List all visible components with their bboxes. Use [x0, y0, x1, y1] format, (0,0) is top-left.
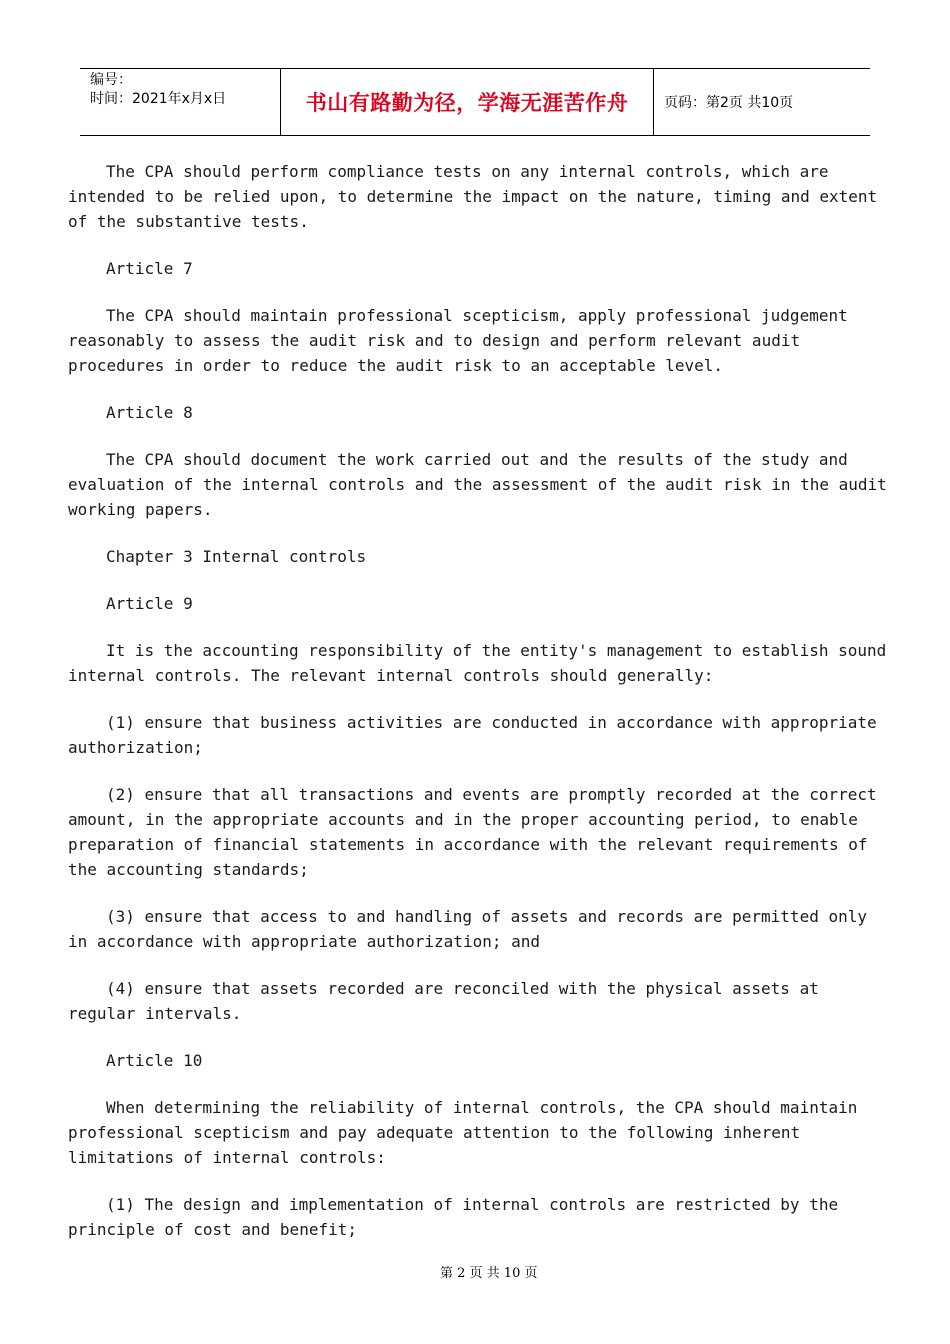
list-item: (1) ensure that business activities are conducted in accordance with appropriate authorization;	[68, 713, 877, 757]
list-item: (1) The design and implementation of internal controls are restricted by the principle of cost and benefit;	[68, 1195, 839, 1239]
chapter-heading: Chapter 3 Internal controls	[106, 547, 367, 566]
header-number: 编号：	[90, 72, 132, 88]
paragraph: It is the accounting responsibility of the entity's management to establish sound internal controls. The relevant internal controls should generally:	[68, 641, 887, 685]
header-meta	[80, 69, 281, 135]
article-heading: Article 10	[106, 1051, 203, 1070]
page-header	[80, 68, 870, 136]
paragraph: The CPA should perform compliance tests on any internal controls, which are intended to be relied upon, to determine the impact on the nature, timing and extent of the substantive tests.	[68, 162, 878, 231]
paragraph: The CPA should document the work carried out and the results of the study and evaluation of the internal controls and the assessment of the audit risk in the audit working papers.	[68, 450, 887, 519]
page-footer: 第 2 页 共 10 页	[440, 1266, 538, 1281]
list-item: (2) ensure that all transactions and events are promptly recorded at the correct amount, in the appropriate accounts and in the proper accounting period, to enable preparation of financial statements in accordance with the relevant requirements of the accounting standards;	[68, 785, 877, 879]
paragraph: The CPA should maintain professional scepticism, apply professional judgement reasonably to assess the audit risk and to design and perform relevant audit procedures in order to reduce the audit risk to an acceptable level.	[68, 306, 848, 375]
article-heading: Article 9	[106, 594, 193, 613]
header-page-info: 页码：第2页 共10页	[664, 95, 794, 111]
paragraph: When determining the reliability of internal controls, the CPA should maintain professional scepticism and pay adequate attention to the following inherent limitations of internal controls:	[68, 1098, 858, 1167]
article-heading: Article 7	[106, 259, 193, 278]
list-item: (4) ensure that assets recorded are reconciled with the physical assets at regular intervals.	[68, 979, 819, 1023]
article-heading: Article 8	[106, 403, 193, 422]
list-item: (3) ensure that access to and handling of assets and records are permitted only in accordance with appropriate authorization; and	[68, 907, 867, 951]
header-time: 时间：2021年x月x日	[90, 91, 227, 107]
document-body	[68, 159, 888, 1264]
header-motto: 书山有路勤为径，学海无涯苦作舟	[281, 69, 654, 135]
